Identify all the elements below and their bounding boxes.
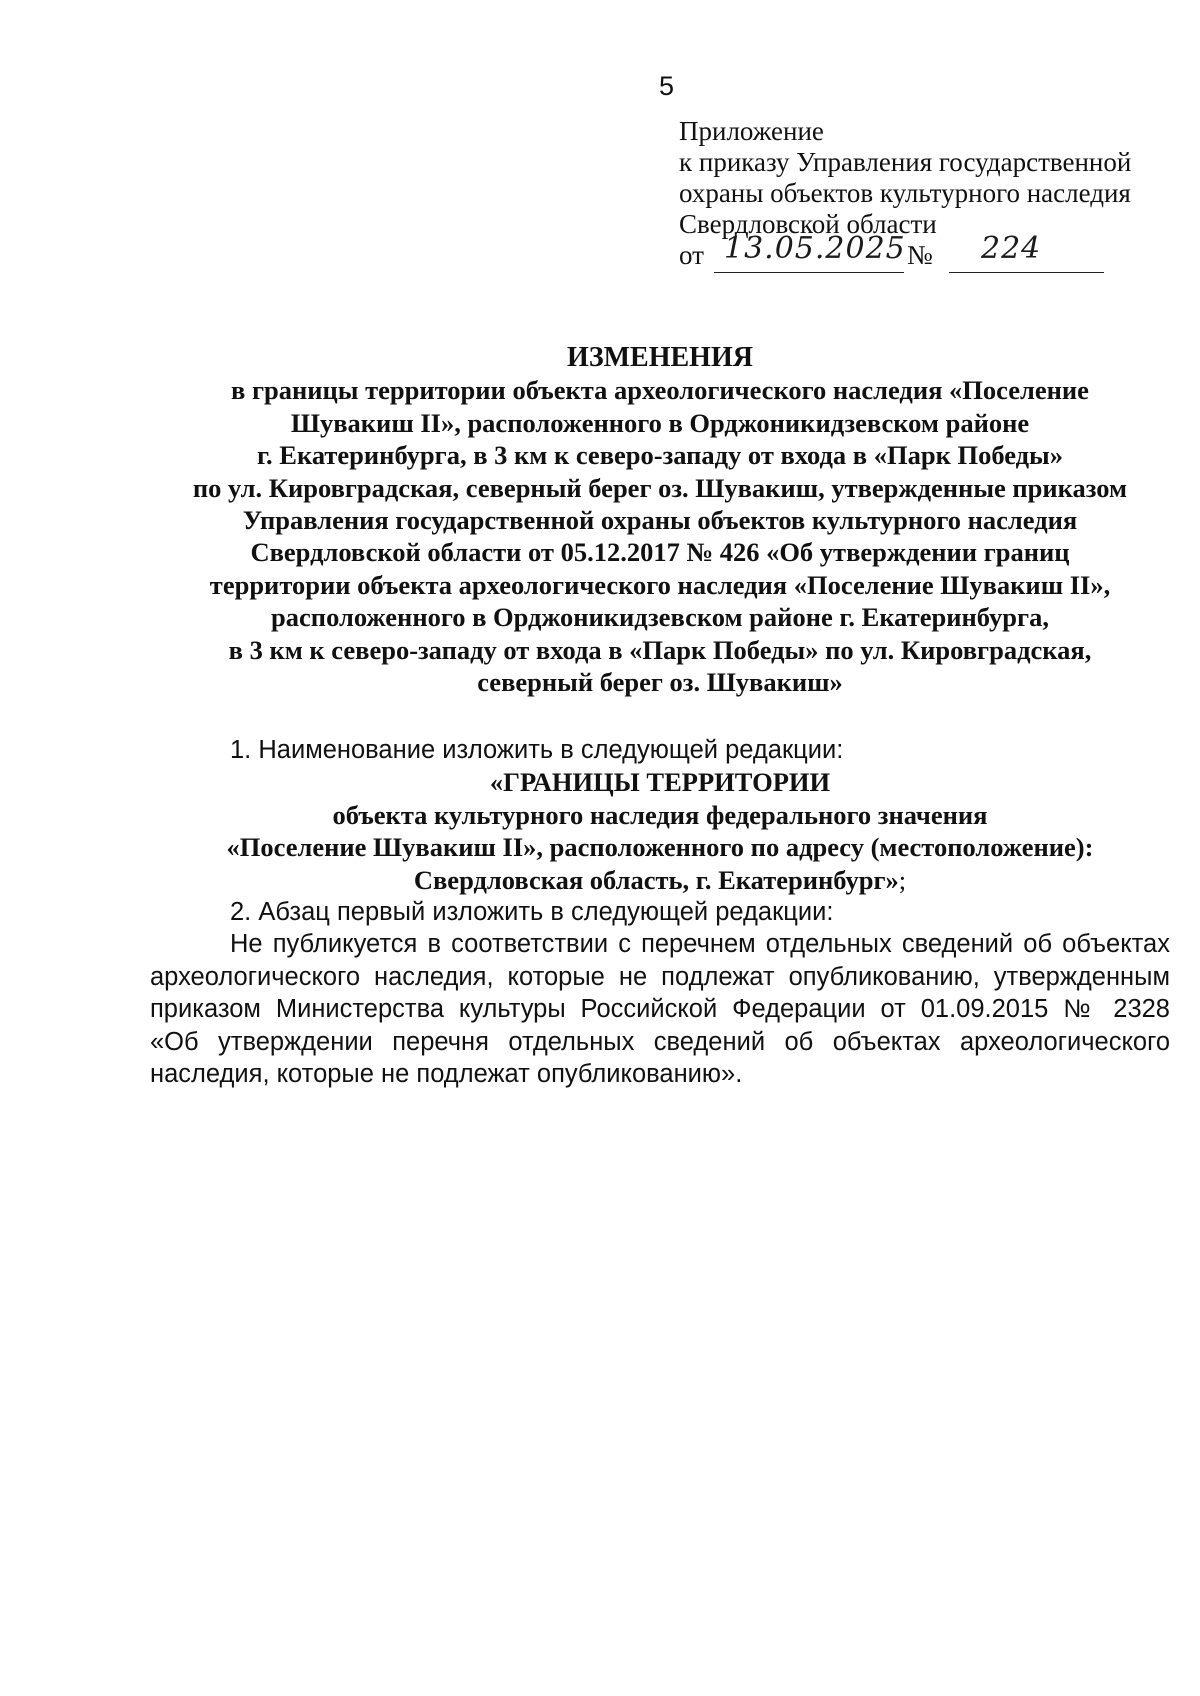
changes-heading — [150, 342, 1170, 698]
heading-line: Свердловской области от 05.12.2017 № 426 «Об утверждении границ — [250, 537, 1070, 568]
heading-line: в границы территории объекта археологического наследия «Поселение — [231, 375, 1089, 406]
heading-line: расположенного в Орджоникидзевском районе г. Екатеринбурга, — [271, 602, 1049, 633]
new-name-line: «ГРАНИЦЫ ТЕРРИТОРИИ — [489, 767, 831, 798]
heading-line: территории объекта археологического наследия «Поселение Шувакиш II», — [209, 569, 1111, 600]
new-name-last-line — [150, 864, 1170, 896]
appendix-block — [679, 116, 1199, 273]
document-body — [150, 734, 1170, 1090]
appendix-line: охраны объектов культурного наследия — [679, 178, 1131, 208]
new-name-line: «Поселение Шувакиш II», расположенного по адресу (местоположение): — [226, 832, 1094, 863]
paragraph-line: приказом Министерства культуры Российской Федерации от 01.09.2015 № 2328 — [150, 995, 1170, 1024]
heading-line: в 3 км к северо-западу от входа в «Парк Победы» по ул. Кировградская, — [228, 634, 1092, 665]
number-blank-line — [949, 231, 1104, 273]
heading-line: Управления государственной охраны объектов культурного наследия — [242, 505, 1078, 536]
paragraph-line: «Об утверждении перечня отдельных сведений об объектах археологического — [150, 1027, 1170, 1056]
date-blank-line — [714, 231, 906, 273]
paragraph-line: археологического наследия, которые не подлежат опубликованию, утвержденным — [150, 962, 1170, 991]
date-prefix: от — [679, 240, 704, 270]
heading-line: северный берег оз. Шувакиш» — [477, 667, 843, 698]
appendix-label: Приложение — [679, 116, 824, 146]
page-number: 5 — [659, 71, 675, 101]
heading-title: ИЗМЕНЕНИЯ — [567, 342, 753, 373]
number-sign: № — [907, 240, 933, 270]
order-date-line — [679, 231, 1199, 273]
item-1: 1. Наименование изложить в следующей редакции: — [230, 736, 844, 764]
appendix-line: к приказу Управления государственной — [679, 147, 1132, 177]
new-name-line: объекта культурного наследия федерального значения — [332, 799, 988, 830]
paragraph-line: Не публикуется в соответствии с перечнем отдельных сведений об объектах — [230, 930, 1170, 959]
handwritten-number: 224 — [981, 231, 1042, 266]
handwritten-date: 13.05.2025 — [724, 231, 906, 266]
new-name-text: Свердловская область, г. Екатеринбург» — [413, 864, 899, 895]
new-name-end: ; — [898, 864, 907, 895]
appendix-line: Свердловской области — [679, 209, 937, 239]
heading-line: по ул. Кировградская, северный берег оз. Шувакиш, утвержденные приказом — [192, 472, 1128, 503]
paragraph-last-line: наследия, которые не подлежат опубликованию». — [150, 1060, 743, 1089]
item-2: 2. Абзац первый изложить в следующей редакции: — [230, 898, 834, 927]
heading-line: г. Екатеринбурга, в 3 км к северо-западу от входа в «Парк Победы» — [256, 440, 1063, 471]
heading-line: Шувакиш II», расположенного в Орджоникидзевском районе — [290, 407, 1030, 438]
